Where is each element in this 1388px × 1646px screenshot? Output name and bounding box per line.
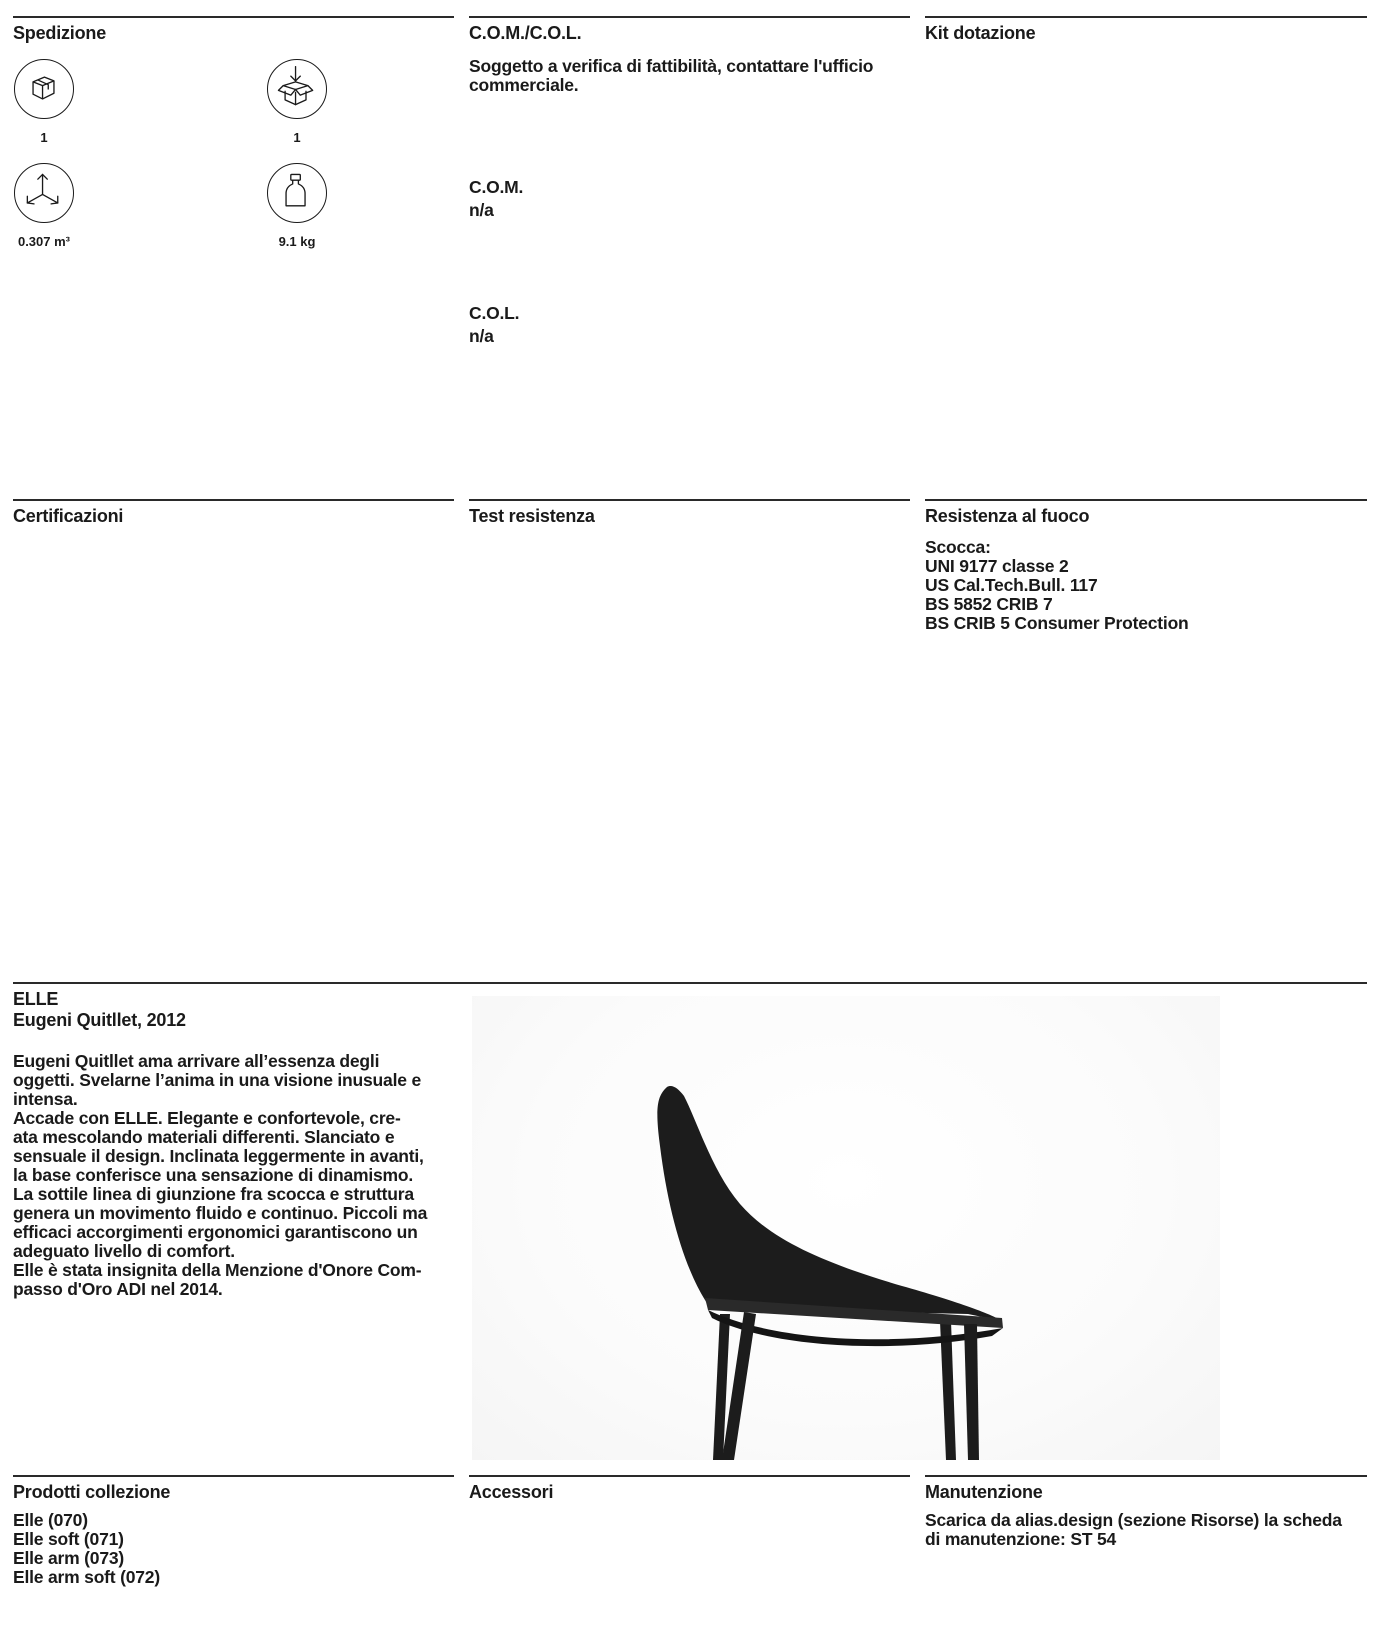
rule-resistance-test: [469, 499, 910, 501]
description-line: ata mescolando materiali differenti. Slanciato e: [13, 1127, 395, 1147]
description-line: La sottile linea di giunzione fra scocca e struttura: [13, 1184, 414, 1204]
maintenance-text: [925, 1511, 1342, 1549]
description-line: adeguato livello di comfort.: [13, 1241, 235, 1261]
fire-resistance-line: US Cal.Tech.Bull. 117: [925, 575, 1098, 595]
col-block: [469, 302, 519, 348]
packages-count: 1: [40, 130, 48, 145]
boxes-count: 1: [293, 130, 301, 145]
rule-kit: [925, 16, 1367, 18]
rule-collection: [13, 1475, 454, 1477]
chair-illustration: [472, 996, 1220, 1460]
com-block: [469, 176, 523, 222]
fire-resistance-line: Scocca:: [925, 537, 991, 557]
collection-item[interactable]: Elle (070): [13, 1510, 88, 1530]
rule-shipping: [13, 16, 454, 18]
fire-resistance-line: BS CRIB 5 Consumer Protection: [925, 613, 1189, 633]
fire-resistance-line: BS 5852 CRIB 7: [925, 594, 1053, 614]
description-line: oggetti. Svelarne l’anima in una visione inusuale e: [13, 1070, 421, 1090]
fire-resistance-line: UNI 9177 classe 2: [925, 556, 1069, 576]
resistance-test-title: Test resistenza: [469, 506, 595, 526]
description-line: Eugeni Quitllet ama arrivare all’essenza degli: [13, 1051, 380, 1071]
rule-product: [13, 982, 1367, 984]
col-label: C.O.L.: [469, 303, 520, 323]
description-line: genera un movimento fluido e continuo. Piccoli ma: [13, 1203, 428, 1223]
product-description: [13, 1052, 427, 1299]
com-col-note-line: Soggetto a verifica di fattibilità, contattare l'ufficio: [469, 56, 874, 76]
collection-item[interactable]: Elle arm (073): [13, 1548, 125, 1568]
col-value: n/a: [469, 326, 494, 346]
fire-resistance-title: Resistenza al fuoco: [925, 506, 1090, 526]
package-icon: [14, 59, 74, 119]
maintenance-title: Manutenzione: [925, 1482, 1043, 1502]
description-line: efficaci accorgimenti ergonomici garantiscono un: [13, 1222, 418, 1242]
description-line: sensuale il design. Inclinata leggermente in avanti,: [13, 1146, 424, 1166]
com-col-title: C.O.M./C.O.L.: [469, 23, 582, 43]
com-label: C.O.M.: [469, 177, 524, 197]
maintenance-line: di manutenzione: ST 54: [925, 1529, 1117, 1549]
description-line: Elle è stata insignita della Menzione d'Onore Com-: [13, 1260, 422, 1280]
kit-title: Kit dotazione: [925, 23, 1036, 43]
com-col-note: [469, 57, 873, 95]
fire-resistance-list: [925, 538, 1189, 633]
volume-value: 0.307 m³: [17, 234, 71, 249]
collection-item[interactable]: Elle arm soft (072): [13, 1567, 160, 1587]
description-line: intensa.: [13, 1089, 78, 1109]
collection-list: [13, 1511, 160, 1587]
volume-arrows-icon: [14, 163, 74, 223]
rule-fire-resistance: [925, 499, 1367, 501]
accessories-title: Accessori: [469, 1482, 554, 1502]
description-line: la base conferisce una sensazione di dinamismo.: [13, 1165, 414, 1185]
product-designer: Eugeni Quitllet, 2012: [13, 1010, 186, 1030]
com-value: n/a: [469, 200, 494, 220]
description-line: Accade con ELLE. Elegante e confortevole, cre-: [13, 1108, 401, 1128]
rule-certifications: [13, 499, 454, 501]
product-name: ELLE: [13, 989, 59, 1009]
certifications-title: Certificazioni: [13, 506, 124, 526]
shipping-title: Spedizione: [13, 23, 107, 43]
box-download-icon: [267, 59, 327, 119]
weight-icon: [267, 163, 327, 223]
rule-com-col: [469, 16, 910, 18]
collection-item[interactable]: Elle soft (071): [13, 1529, 124, 1549]
rule-maintenance: [925, 1475, 1367, 1477]
description-line: passo d'Oro ADI nel 2014.: [13, 1279, 223, 1299]
maintenance-line: Scarica da alias.design (sezione Risorse) la scheda: [925, 1510, 1342, 1530]
com-col-note-line: commerciale.: [469, 75, 579, 95]
rule-accessories: [469, 1475, 910, 1477]
weight-value: 9.1 kg: [278, 234, 316, 249]
collection-title: Prodotti collezione: [13, 1482, 171, 1502]
chair-photo: [472, 996, 1220, 1460]
